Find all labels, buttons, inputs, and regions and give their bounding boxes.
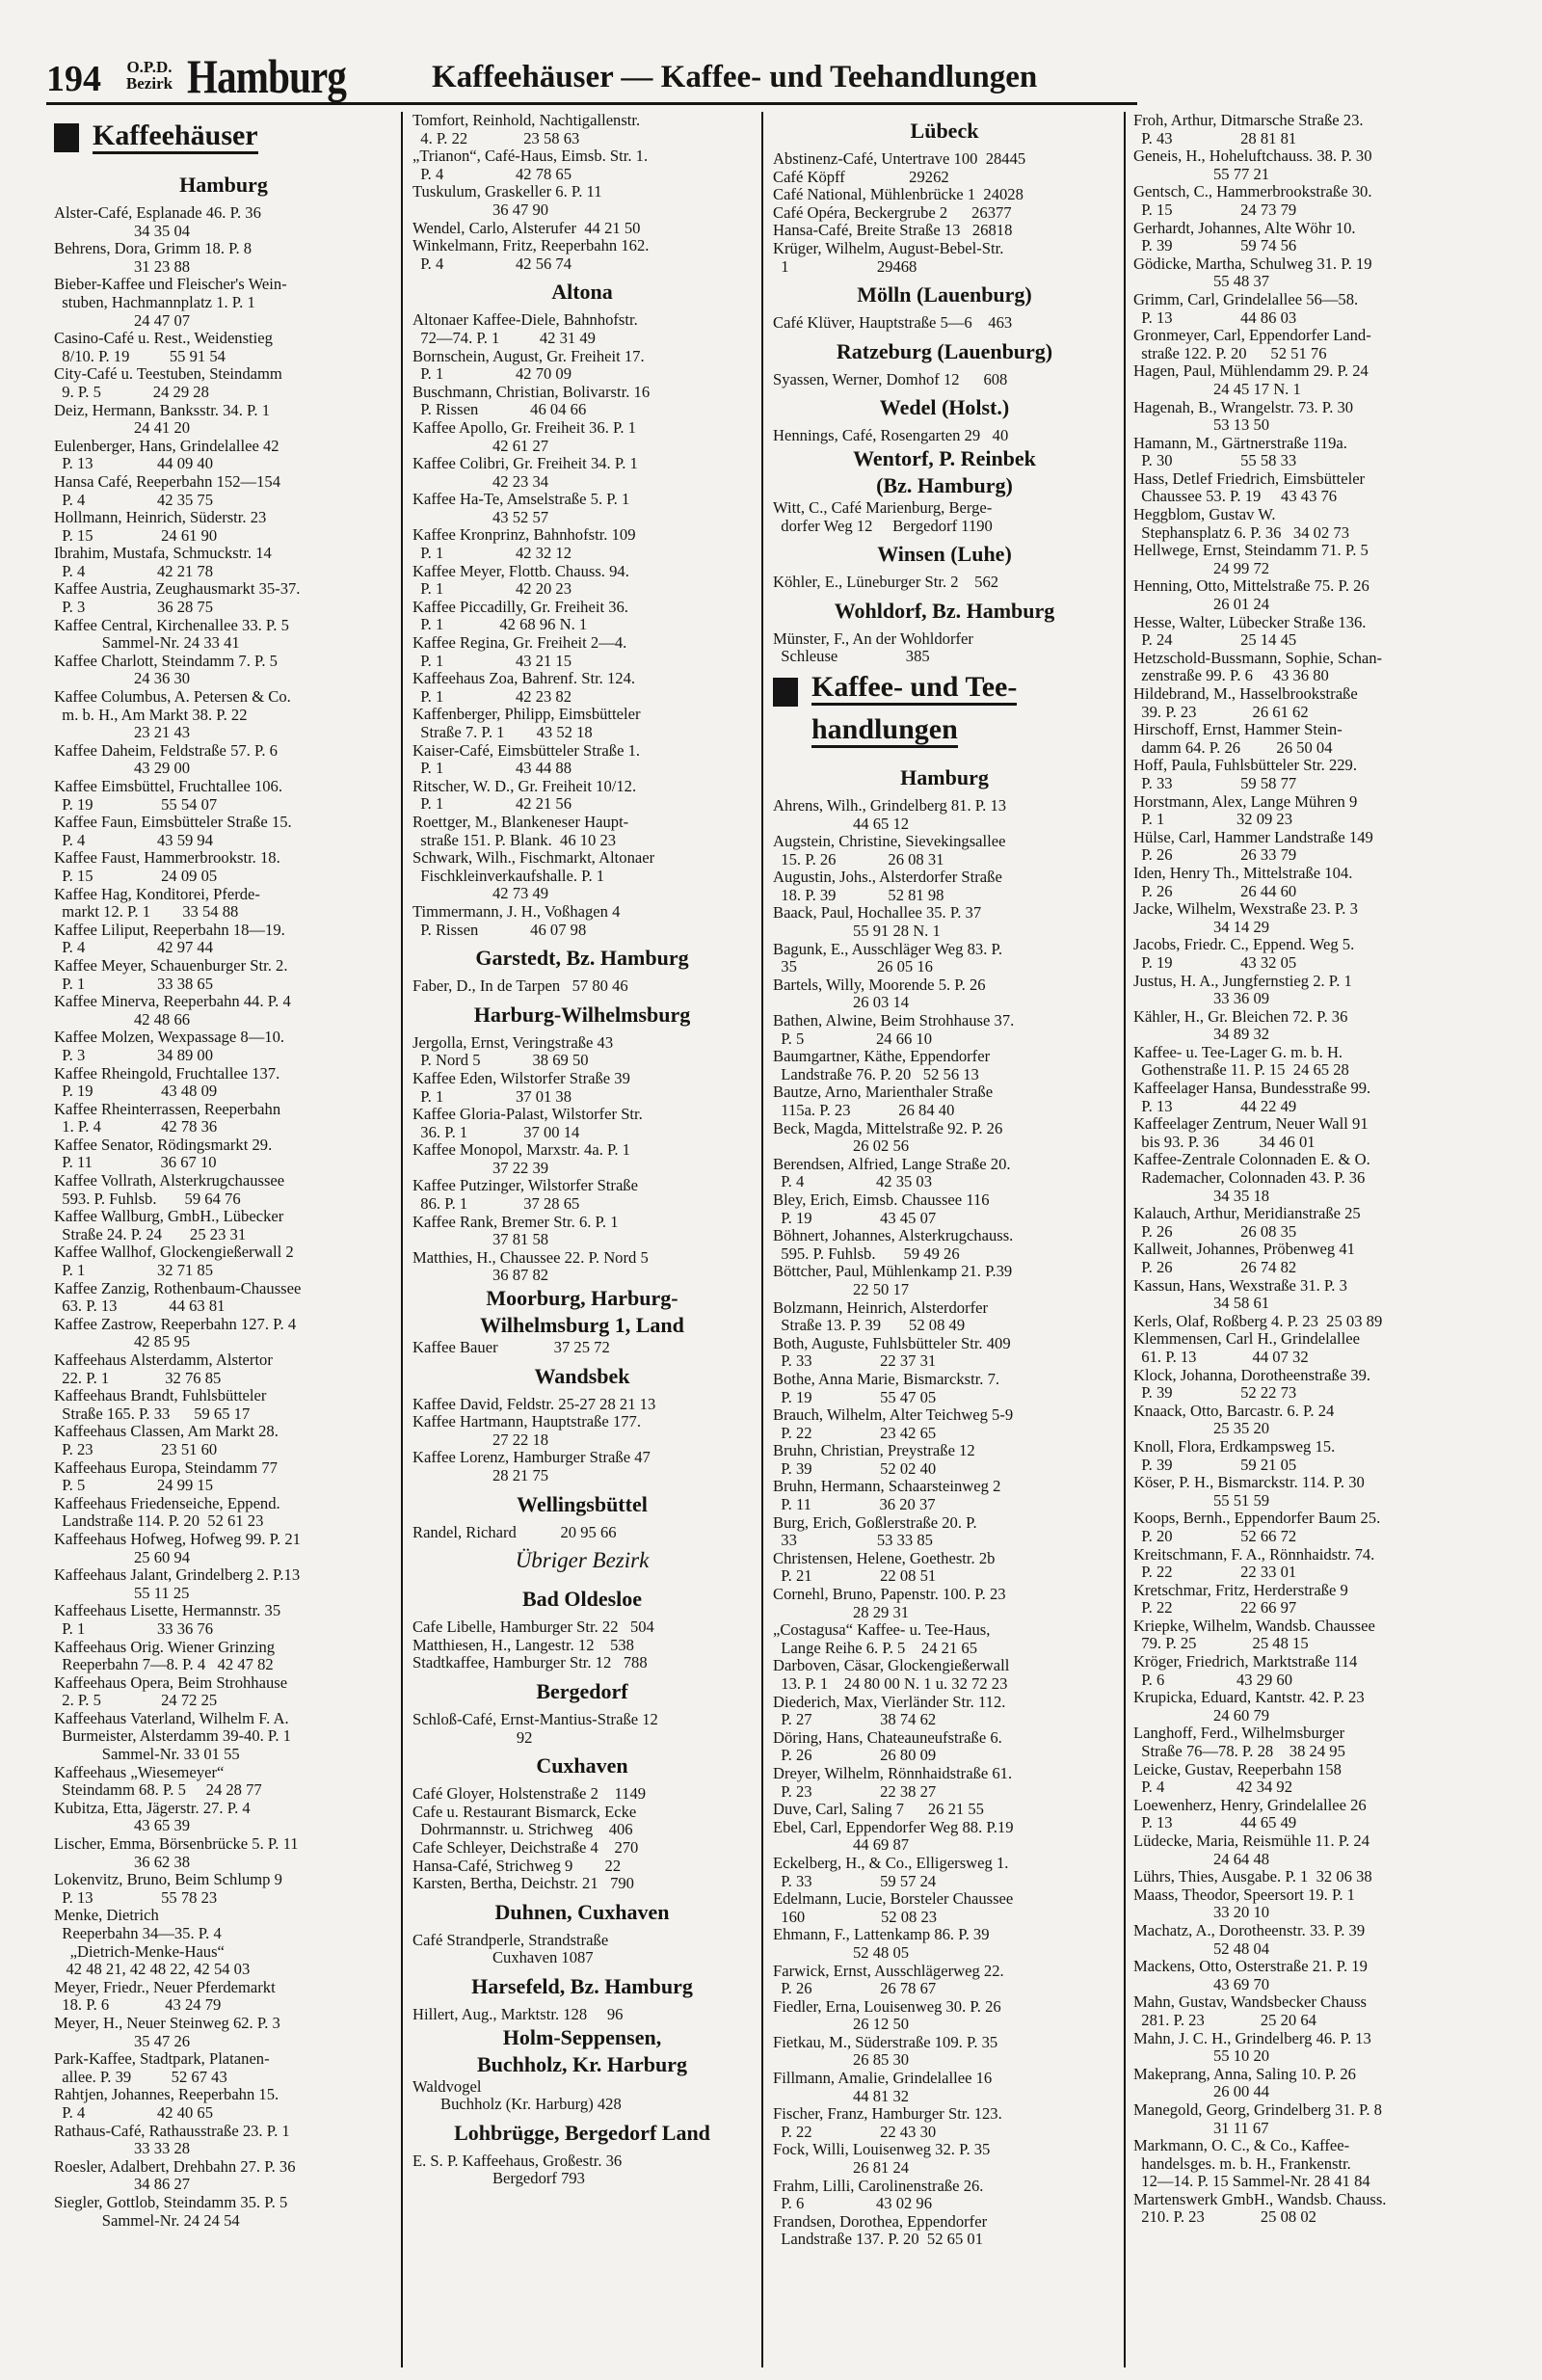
listing-entry: Heggblom, Gustav W. Stephansplatz 6. P. 36 34 02 73 <box>1133 505 1350 542</box>
listing-entry: Kaffenberger, Philipp, Eimsbütteler Straße 7. P. 1 43 52 18 <box>412 705 641 741</box>
place-heading: Wentorf, P. Reinbek (Bz. Hamburg) <box>853 445 1036 497</box>
listing-entry: Bolzmann, Heinrich, Alsterdorfer Straße 13. P. 39 52 08 49 <box>773 1297 989 1335</box>
listing-entry: Ebel, Carl, Eppendorfer Weg 88. P.19 44 69 87 <box>773 1817 1014 1855</box>
place-heading: Wandsbek <box>534 1363 630 1388</box>
place-heading: Harsefeld, Bz. Hamburg <box>471 1973 693 1998</box>
listing-entry: Darboven, Cäsar, Glockengießerwall 13. P. 1 24 80 00 N. 1 u. 32 72 23 <box>773 1656 1010 1693</box>
listing-entry: Maass, Theodor, Speersort 19. P. 1 33 20 10 <box>1133 1885 1355 1922</box>
listing-entry: Kröger, Friedrich, Marktstraße 114 P. 6 43 29 60 <box>1133 1652 1358 1689</box>
listing-entry: Frandsen, Dorothea, Eppendorfer Landstraße 137. P. 20 52 65 01 <box>773 2211 988 2249</box>
listing-entry: Gödicke, Martha, Schulweg 31. P. 19 55 48 37 <box>1133 254 1372 291</box>
listing-entry: Gentsch, C., Hammerbrookstraße 30. P. 15 24 73 79 <box>1133 182 1372 219</box>
place-heading: Wedel (Holst.) <box>879 395 1010 420</box>
listing-entry: Krupicka, Eduard, Kantstr. 42. P. 23 24 60 79 <box>1133 1688 1365 1725</box>
listing-entry: Kassun, Hans, Wexstraße 31. P. 3 34 58 61 <box>1133 1275 1347 1313</box>
listing-entry: Kaffee Ha-Te, Amselstraße 5. P. 1 43 52 57 <box>412 490 630 526</box>
listing-entry: Faber, D., In de Tarpen 57 80 46 <box>412 976 628 996</box>
listing-entry: Hagenah, B., Wrangelstr. 73. P. 30 53 13 50 <box>1133 397 1354 435</box>
listing-entry: Hirschoff, Ernst, Hammer Stein- damm 64. P. 26 26 50 04 <box>1133 720 1343 757</box>
listing-entry: Böttcher, Paul, Mühlenkamp 21. P.39 22 50 17 <box>773 1262 1013 1298</box>
listing-entry: Kaffeehaus Orig. Wiener Grinzing Reeperbahn 7—8. P. 4 42 47 82 <box>54 1637 276 1674</box>
listing-entry: Syassen, Werner, Domhof 12 608 <box>773 369 1008 388</box>
listing-entry: Eulenberger, Hans, Grindelallee 42 P. 13 44 09 40 <box>54 436 279 473</box>
listing-entry: Klock, Johanna, Dorotheenstraße 39. P. 39 52 22 73 <box>1133 1365 1371 1403</box>
listing-entry: Justus, H. A., Jungfernstieg 2. P. 1 33 36 09 <box>1133 971 1352 1008</box>
listing-entry: Alster-Café, Esplanade 46. P. 36 34 35 04 <box>54 203 261 240</box>
listing-entry: Hellwege, Ernst, Steindamm 71. P. 5 24 99 72 <box>1133 541 1369 577</box>
listing-entry: Brauch, Wilhelm, Alter Teichweg 5-9 P. 22 23 42 65 <box>773 1405 1014 1442</box>
listing-entry: Kretschmar, Fritz, Herderstraße 9 P. 22 22 66 97 <box>1133 1580 1348 1618</box>
listing-entry: Bornschein, August, Gr. Freiheit 17. P. 1 42 70 09 <box>412 346 645 384</box>
listing-entry: Rahtjen, Johannes, Reeperbahn 15. P. 4 42 40 65 <box>54 2085 279 2122</box>
listing-entry: Tuskulum, Graskeller 6. P. 11 36 47 90 <box>412 182 602 219</box>
section-heading-text: Kaffee- und Tee- handlungen <box>811 671 1017 748</box>
listing-entry: Schwark, Wilh., Fischmarkt, Altonaer Fischkleinverkaufshalle. P. 1 42 73 49 <box>412 848 655 903</box>
place-heading: Bad Oldesloe <box>521 1587 643 1612</box>
listing-entry: Kreitschmann, F. A., Rönnhaidstr. 74. P. 22 22 33 01 <box>1133 1544 1375 1582</box>
listing-entry: Karsten, Bertha, Deichstr. 21 790 <box>412 1874 634 1893</box>
listing-entry: Berendsen, Alfried, Lange Straße 20. P. 4 42 35 03 <box>773 1154 1011 1191</box>
listing-entry: Wendel, Carlo, Alsterufer 44 21 50 <box>412 218 641 237</box>
listing-entry: Diederich, Max, Vierländer Str. 112. P. 27 38 74 62 <box>773 1692 1006 1729</box>
listing-entry: Ahrens, Wilh., Grindelberg 81. P. 13 44 65 12 <box>773 795 1007 833</box>
listing-entry: Lischer, Emma, Börsenbrücke 5. P. 11 36 62 38 <box>54 1834 299 1871</box>
listing-entry: Hesse, Walter, Lübecker Straße 136. P. 24 25 14 45 <box>1133 612 1367 650</box>
listing-entry: Kaffee Minerva, Reeperbahn 44. P. 4 42 48 66 <box>54 992 291 1029</box>
listing-entry: Martenswerk GmbH., Wandsb. Chauss. 210. P. 23 25 08 02 <box>1133 2189 1387 2227</box>
listing-entry: Kaffee Gloria-Palast, Wilstorfer Str. 36. P. 1 37 00 14 <box>412 1105 643 1141</box>
listing-entry: Kaffee Austria, Zeughausmarkt 35-37. P. 3 36 28 75 <box>54 579 301 617</box>
column-2 <box>412 112 752 2188</box>
listing-entry: Kaffee Kronprinz, Bahnhofstr. 109 P. 1 42 32 12 <box>412 525 636 563</box>
place-heading: Duhnen, Cuxhaven <box>494 1899 670 1924</box>
listing-entry: Kaffee Meyer, Schauenburger Str. 2. P. 1 33 38 65 <box>54 955 288 993</box>
listing-entry: Farwick, Ernst, Ausschlägerweg 22. P. 26 26 78 67 <box>773 1961 1004 1998</box>
listing-entry: Kaffee Faust, Hammerbrookstr. 18. P. 15 24 09 05 <box>54 848 280 885</box>
listing-entry: Kaffee Daheim, Feldstraße 57. P. 6 43 29 00 <box>54 740 278 778</box>
listing-entry: Cornehl, Bruno, Papenstr. 100. P. 23 28 29 31 <box>773 1585 1006 1621</box>
listing-entry: „Costagusa“ Kaffee- u. Tee-Haus, Lange Reihe 6. P. 5 24 21 65 <box>773 1620 991 1657</box>
listing-entry: Baack, Paul, Hochallee 35. P. 37 55 91 28 N. 1 <box>773 903 982 941</box>
listing-entry: Roettger, M., Blankeneser Haupt- straße 151. P. Blank. 46 10 23 <box>412 812 629 849</box>
section-heading <box>773 666 1116 759</box>
listing-entry: Kaffee- u. Tee-Lager G. m. b. H. Gothenstraße 11. P. 15 24 65 28 <box>1133 1042 1349 1080</box>
listing-entry: Kaffee Regina, Gr. Freiheit 2—4. P. 1 43 21 15 <box>412 633 627 670</box>
opd-district-label: O.P.D. Bezirk <box>125 58 173 93</box>
listing-entry: Casino-Café u. Rest., Weidenstieg 8/10. P. 19 55 91 54 <box>54 329 273 365</box>
listing-entry: Kaffeehaus Alsterdamm, Alstertor 22. P. 1 32 76 85 <box>54 1350 273 1387</box>
listing-entry: Kaffee Faun, Eimsbütteler Straße 15. P. 4 43 59 94 <box>54 813 292 849</box>
column-1 <box>54 112 393 2230</box>
listing-entry: City-Café u. Teestuben, Steindamm 9. P. 5 24 29 28 <box>54 364 282 401</box>
listing-entry: Kaffee Piccadilly, Gr. Freiheit 36. P. 1 42 68 96 N. 1 <box>412 597 628 634</box>
listing-entry: Kaffeehaus Brandt, Fuhlsbütteler Straße 165. P. 33 59 65 17 <box>54 1386 267 1423</box>
listing-entry: Frahm, Lilli, Carolinenstraße 26. P. 6 43 02 96 <box>773 2176 984 2213</box>
listing-entry: Kaffee Zastrow, Reeperbahn 127. P. 4 42 85 95 <box>54 1314 297 1351</box>
listing-entry: E. S. P. Kaffeehaus, Großestr. 36 Bergedorf 793 <box>412 2151 623 2188</box>
listing-entry: Behrens, Dora, Grimm 18. P. 8 31 23 88 <box>54 239 253 276</box>
listing-entry: Iden, Henry Th., Mittelstraße 104. P. 26 26 44 60 <box>1133 863 1353 900</box>
place-heading: Altona <box>551 280 613 305</box>
listing-entry: Kaffeehaus „Wiesemeyer“ Steindamm 68. P. 5 24 28 77 <box>54 1762 262 1800</box>
listing-entry: Jergolla, Ernst, Veringstraße 43 P. Nord 5 38 69 50 <box>412 1032 614 1070</box>
listing-entry: Augustin, Johs., Alsterdorfer Straße 18. P. 39 52 81 98 <box>773 868 1002 904</box>
listing-entry: Kriepke, Wilhelm, Wandsb. Chaussee 79. P. 25 25 48 15 <box>1133 1616 1375 1653</box>
listing-entry: Tomfort, Reinhold, Nachtigallenstr. 4. P. 22 23 58 63 <box>412 111 641 147</box>
listing-entry: Kaffee Putzinger, Wilstorfer Straße 86. P. 1 37 28 65 <box>412 1176 638 1214</box>
listing-entry: Kaffeehaus Europa, Steindamm 77 P. 5 24 99 15 <box>54 1457 278 1495</box>
listing-entry: Timmermann, J. H., Voßhagen 4 P. Rissen 46 07 98 <box>412 901 621 939</box>
listing-entry: Kaffee Senator, Rödingsmarkt 29. P. 11 36 67 10 <box>54 1135 273 1172</box>
listing-entry: Hagen, Paul, Mühlendamm 29. P. 24 24 45 17 N. 1 <box>1133 361 1369 398</box>
place-heading: Bergedorf <box>536 1678 628 1703</box>
listing-entry: Gerhardt, Johannes, Alte Wöhr 10. P. 39 59 74 56 <box>1133 218 1356 255</box>
listing-entry: Kaffee Rheinterrassen, Reeperbahn 1. P. 4 42 78 36 <box>54 1099 281 1137</box>
listing-entry: Gronmeyer, Carl, Eppendorfer Land- straße 122. P. 20 52 51 76 <box>1133 326 1371 362</box>
place-heading: Lübeck <box>910 119 979 143</box>
listing-entry: Kerls, Olaf, Roßberg 4. P. 23 25 03 89 <box>1133 1311 1383 1330</box>
listing-entry: Bartels, Willy, Moorende 5. P. 26 26 03 14 <box>773 975 986 1012</box>
listing-entry: Hollmann, Heinrich, Süderstr. 23 P. 15 24 61 90 <box>54 508 267 545</box>
place-heading: Harburg-Wilhelmsburg <box>473 1002 691 1027</box>
listing-entry: Münster, F., An der Wohldorfer Schleuse 385 <box>773 628 973 666</box>
listing-entry: Knoll, Flora, Erdkampsweg 15. P. 39 59 21 05 <box>1133 1436 1336 1474</box>
listing-entry: Hoff, Paula, Fuhlsbütteler Str. 229. P. 33 59 58 77 <box>1133 756 1357 792</box>
listing-entry: Kallweit, Johannes, Pröbenweg 41 P. 26 26 74 82 <box>1133 1240 1355 1276</box>
listing-entry: Altonaer Kaffee-Diele, Bahnhofstr. 72—74. P. 1 42 31 49 <box>412 310 638 347</box>
listing-entry: Kaffee Central, Kirchenallee 33. P. 5 Sammel-Nr. 24 33 41 <box>54 615 289 653</box>
listing-entry: Winkelmann, Fritz, Reeperbahn 162. P. 4 42 56 74 <box>412 236 650 273</box>
column-divider <box>1124 112 1126 2367</box>
listing-entry: Bley, Erich, Eimsb. Chaussee 116 P. 19 43 45 07 <box>773 1190 990 1227</box>
city-name: Hamburg <box>187 49 347 103</box>
listing-entry: Geneis, H., Hoheluftchauss. 38. P. 30 55 77 21 <box>1133 147 1372 183</box>
listing-entry: Café Opéra, Beckergrube 2 26377 <box>773 202 1012 222</box>
listing-entry: Menke, Dietrich Reeperbahn 34—35. P. 4 „Dietrich-Menke-Haus“ 42 48 21, 42 48 22, 42 54 03 <box>54 1906 251 1979</box>
listing-entry: Kaffee Wallhof, Glockengießerwall 2 P. 1 32 71 85 <box>54 1243 294 1280</box>
listing-entry: Kaffee Columbus, A. Petersen & Co. m. b. H., Am Markt 38. P. 22 23 21 43 <box>54 687 291 742</box>
listing-entry: Kaffee Wallburg, GmbH., Lübecker Straße 24. P. 24 25 23 31 <box>54 1207 284 1243</box>
listing-entry: Cafe Libelle, Hamburger Str. 22 504 <box>412 1618 654 1637</box>
listing-entry: Kaffeelager Hansa, Bundesstraße 99. P. 13 44 22 49 <box>1133 1079 1371 1115</box>
listing-entry: Burg, Erich, Goßlerstraße 20. P. 33 53 33 85 <box>773 1512 977 1550</box>
listing-entry: Café Köpff 29262 <box>773 167 949 186</box>
listing-entry: Hass, Detlef Friedrich, Eimsbütteler Chaussee 53. P. 19 43 43 76 <box>1133 468 1366 506</box>
listing-entry: Cafe Schleyer, Deichstraße 4 270 <box>412 1837 639 1857</box>
listing-entry: Bruhn, Hermann, Schaarsteinweg 2 P. 11 36 20 37 <box>773 1477 1001 1514</box>
listing-entry: Mackens, Otto, Osterstraße 21. P. 19 43 69 70 <box>1133 1957 1368 1993</box>
listing-entry: Makeprang, Anna, Saling 10. P. 26 26 00 44 <box>1133 2064 1356 2101</box>
listing-entry: Kaffee Apollo, Gr. Freiheit 36. P. 1 42 61 27 <box>412 417 636 455</box>
listing-entry: Lüdecke, Maria, Reismühle 11. P. 24 24 64 48 <box>1133 1832 1370 1868</box>
place-heading: Lohbrügge, Bergedorf Land <box>454 2120 710 2145</box>
listing-entry: Beck, Magda, Mittelstraße 92. P. 26 26 02 56 <box>773 1118 1003 1156</box>
listing-entry: Fiedler, Erna, Louisenweg 30. P. 26 26 12 50 <box>773 1996 1001 2034</box>
listing-entry: Grimm, Carl, Grindelallee 56—58. P. 13 44 86 03 <box>1133 289 1359 327</box>
listing-entry: Lührs, Thies, Ausgabe. P. 1 32 06 38 <box>1133 1867 1372 1886</box>
listing-entry: Henning, Otto, Mittelstraße 75. P. 26 26 01 24 <box>1133 576 1369 614</box>
listing-entry: Langhoff, Ferd., Wilhelmsburger Straße 76—78. P. 28 38 24 95 <box>1133 1724 1345 1761</box>
place-heading: Holm-Seppensen, Buchholz, Kr. Harburg <box>477 2024 687 2076</box>
listing-entry: Kaffeehaus Hofweg, Hofweg 99. P. 21 25 60 94 <box>54 1529 301 1566</box>
listing-entry: Kähler, H., Gr. Bleichen 72. P. 36 34 89 32 <box>1133 1006 1348 1044</box>
listing-entry: Kaffee Meyer, Flottb. Chauss. 94. P. 1 42 20 23 <box>412 561 629 599</box>
listing-entry: Ibrahim, Mustafa, Schmuckstr. 14 P. 4 42 21 78 <box>54 544 272 580</box>
listing-entry: Meyer, Friedr., Neuer Pferdemarkt 18. P. 6 43 24 79 <box>54 1977 276 2015</box>
region-heading: Übriger Bezirk <box>515 1548 650 1573</box>
listing-entry: Kaffeehaus Classen, Am Markt 28. P. 23 23 51 60 <box>54 1422 279 1458</box>
place-heading: Cuxhaven <box>536 1753 628 1778</box>
listing-entry: Bautze, Arno, Marienthaler Straße 115a. P. 23 26 84 40 <box>773 1083 994 1119</box>
listing-entry: Hülse, Carl, Hammer Landstraße 149 P. 26 26 33 79 <box>1133 827 1373 865</box>
listing-entry: Köser, P. H., Bismarckstr. 114. P. 30 55 51 59 <box>1133 1473 1365 1510</box>
listing-entry: Kaffeehaus Lisette, Hermannstr. 35 P. 1 33 36 76 <box>54 1601 281 1638</box>
listing-entry: Kaffee Molzen, Wexpassage 8—10. P. 3 34 89 00 <box>54 1028 285 1064</box>
listing-entry: Fietkau, M., Süderstraße 109. P. 35 26 85 30 <box>773 2032 998 2070</box>
listing-entry: Bieber-Kaffee und Fleischer's Wein- stuben, Hachmannplatz 1. P. 1 24 47 07 <box>54 275 287 330</box>
listing-entry: Leicke, Gustav, Reeperbahn 158 P. 4 42 34 92 <box>1133 1759 1342 1797</box>
listing-entry: Koops, Bernh., Eppendorfer Baum 25. P. 20 52 66 72 <box>1133 1509 1381 1545</box>
listing-entry: Buschmann, Christian, Bolivarstr. 16 P. Rissen 46 04 66 <box>412 382 651 419</box>
listing-entry: Kaffee Hartmann, Hauptstraße 177. 27 22 18 <box>412 1412 641 1449</box>
listing-entry: Café Gloyer, Holstenstraße 2 1149 <box>412 1784 647 1804</box>
listing-entry: Meyer, H., Neuer Steinweg 62. P. 3 35 47 26 <box>54 2013 280 2050</box>
listing-entry: Hetzschold-Bussmann, Sophie, Schan- zenstraße 99. P. 6 43 36 80 <box>1133 648 1383 685</box>
listing-entry: Fillmann, Amalie, Grindelallee 16 44 81 32 <box>773 2069 993 2105</box>
listing-entry: Café National, Mühlenbrücke 1 24028 <box>773 185 1024 204</box>
place-heading: Mölln (Lauenburg) <box>857 282 1032 308</box>
listing-entry: Kaffeehaus Vaterland, Wilhelm F. A. Burmeister, Alsterdamm 39-40. P. 1 Sammel-Nr. 33 01 55 <box>54 1708 291 1764</box>
listing-entry: Dreyer, Wilhelm, Rönnhaidstraße 61. P. 23 22 38 27 <box>773 1763 1013 1801</box>
place-heading: Hamburg <box>900 764 989 789</box>
listing-entry: Bruhn, Christian, Preystraße 12 P. 39 52 02 40 <box>773 1441 975 1478</box>
listing-entry: Duve, Carl, Saling 7 26 21 55 <box>773 1800 984 1819</box>
listing-entry: Böhnert, Johannes, Alsterkrugchauss. 595. P. Fuhlsb. 59 49 26 <box>773 1226 1014 1263</box>
listing-entry: Witt, C., Café Marienburg, Berge- dorfer Weg 12 Bergedorf 1190 <box>773 497 993 535</box>
column-3 <box>773 112 1116 2249</box>
listing-entry: „Trianon“, Café-Haus, Eimsb. Str. 1. P. 4 42 78 65 <box>412 147 649 183</box>
listing-entry: Hamann, M., Gärtnerstraße 119a. P. 30 55 58 33 <box>1133 433 1347 470</box>
place-heading: Ratzeburg (Lauenburg) <box>836 338 1053 363</box>
listing-entry: Krüger, Wilhelm, August-Bebel-Str. 1 29468 <box>773 238 1004 276</box>
listing-entry: Machatz, A., Dorotheenstr. 33. P. 39 52 48 04 <box>1133 1920 1366 1958</box>
listing-entry: Markmann, O. C., & Co., Kaffee- handelsges. m. b. H., Frankenstr. 12—14. P. 15 Sammel-Nr. 28 41 84 <box>1133 2136 1370 2191</box>
listing-entry: Kaffee-Zentrale Colonnaden E. & O. Rademacher, Colonnaden 43. P. 36 34 35 18 <box>1133 1150 1370 1205</box>
listing-entry: Eckelberg, H., & Co., Elligersweg 1. P. 33 59 57 24 <box>773 1853 1009 1890</box>
listing-entry: Ritscher, W. D., Gr. Freiheit 10/12. P. 1 42 21 56 <box>412 776 637 814</box>
listing-entry: Hillert, Aug., Marktstr. 128 96 <box>412 2004 624 2023</box>
listing-entry: Park-Kaffee, Stadtpark, Platanen- allee. P. 39 52 67 43 <box>54 2049 270 2086</box>
listing-entry: Mahn, Gustav, Wandsbecker Chauss 281. P. 23 25 20 64 <box>1133 1992 1367 2029</box>
page-title: Kaffeehäuser — Kaffee- und Teehandlungen <box>432 60 1038 94</box>
listing-entry: Abstinenz-Café, Untertrave 100 28445 <box>773 149 1026 168</box>
listing-entry: Hansa Café, Reeperbahn 152—154 P. 4 42 35 75 <box>54 471 281 509</box>
listing-entry: Kalauch, Arthur, Meridianstraße 25 P. 26 26 08 35 <box>1133 1204 1361 1241</box>
listing-entry: Kaffeehaus Jalant, Grindelberg 2. P.13 55 11 25 <box>54 1565 301 1602</box>
listing-entry: Café Strandperle, Strandstraße Cuxhaven 1087 <box>412 1930 609 1967</box>
listing-entry: Matthiesen, H., Langestr. 12 538 <box>412 1635 634 1654</box>
listing-entry: Kaffee Zanzig, Rothenbaum-Chaussee 63. P. 13 44 63 81 <box>54 1278 302 1316</box>
listing-entry: Kaffee Vollrath, Alsterkrugchaussee 593. P. Fuhlsb. 59 64 76 <box>54 1171 285 1208</box>
listing-entry: Horstmann, Alex, Lange Mühren 9 P. 1 32 09 23 <box>1133 791 1358 829</box>
section-heading <box>54 112 393 166</box>
listing-entry: Lokenvitz, Bruno, Beim Schlump 9 P. 13 55 78 23 <box>54 1870 282 1907</box>
listing-entry: Kubitza, Etta, Jägerstr. 27. P. 4 43 65 39 <box>54 1798 251 1835</box>
listing-entry: Cafe u. Restaurant Bismarck, Ecke Dohrmannstr. u. Strichweg 406 <box>412 1802 637 1839</box>
place-heading: Wohldorf, Bz. Hamburg <box>834 598 1055 623</box>
listing-entry: Kaffeehaus Friedenseiche, Eppend. Landstraße 114. P. 20 52 61 23 <box>54 1493 280 1531</box>
listing-entry: Ehmann, F., Lattenkamp 86. P. 39 52 48 05 <box>773 1925 990 1962</box>
listing-entry: Döring, Hans, Chateauneufstraße 6. P. 26 26 80 09 <box>773 1727 1002 1765</box>
listing-entry: Mahn, J. C. H., Grindelberg 46. P. 13 55 10 20 <box>1133 2028 1371 2066</box>
listing-entry: Kaffee Hag, Konditorei, Pferde- markt 12. P. 1 33 54 88 <box>54 884 260 922</box>
listing-entry: Jacobs, Friedr. C., Eppend. Weg 5. P. 19 43 32 05 <box>1133 935 1355 972</box>
listing-entry: Kaffeelager Zentrum, Neuer Wall 91 bis 93. P. 36 34 46 01 <box>1133 1114 1369 1151</box>
listing-entry: Deiz, Hermann, Banksstr. 34. P. 1 24 41 20 <box>54 400 270 438</box>
place-heading: Hamburg <box>179 173 268 197</box>
listing-entry: Kaffee Lorenz, Hamburger Straße 47 28 21 75 <box>412 1448 651 1484</box>
listing-entry: Christensen, Helene, Goethestr. 2b P. 21 22 08 51 <box>773 1548 996 1586</box>
listing-entry: Hennings, Café, Rosengarten 29 40 <box>773 426 1009 445</box>
place-heading: Moorburg, Harburg- Wilhelmsburg 1, Land <box>480 1286 684 1338</box>
listing-entry: Klemmensen, Carl H., Grindelallee 61. P. 13 44 07 32 <box>1133 1329 1361 1366</box>
listing-entry: Baumgartner, Käthe, Eppendorfer Landstraße 76. P. 20 52 56 13 <box>773 1047 991 1083</box>
listing-entry: Fock, Willi, Louisenweg 32. P. 35 26 81 24 <box>773 2140 991 2178</box>
listing-entry: Fischer, Franz, Hamburger Str. 123. P. 22 22 43 30 <box>773 2104 1002 2141</box>
column-divider <box>761 112 763 2367</box>
listing-entry: Roesler, Adalbert, Drehbahn 27. P. 36 34 86 27 <box>54 2156 296 2194</box>
listing-entry: Waldvogel Buchholz (Kr. Harburg) 428 <box>412 2076 622 2114</box>
listing-entry: Kaffeehaus Zoa, Bahrenf. Str. 124. P. 1 42 23 82 <box>412 669 636 706</box>
listing-entry: Siegler, Gottlob, Steindamm 35. P. 5 Sammel-Nr. 24 24 54 <box>54 2192 288 2230</box>
listing-entry: Kaffee Rank, Bremer Str. 6. P. 1 37 81 58 <box>412 1212 619 1249</box>
listing-entry: Both, Auguste, Fuhlsbütteler Str. 409 P. 33 22 37 31 <box>773 1333 1011 1371</box>
listing-entry: Bagunk, E., Ausschläger Weg 83. P. 35 26 05 16 <box>773 939 1003 976</box>
listing-entry: Kaffee Eden, Wilstorfer Straße 39 P. 1 37 01 38 <box>412 1068 630 1106</box>
listing-entry: Hildebrand, M., Hasselbrookstraße 39. P. 23 26 61 62 <box>1133 684 1358 721</box>
page-header <box>46 46 1137 105</box>
listing-entry: Edelmann, Lucie, Borsteler Chaussee 160 52 08 23 <box>773 1889 1014 1926</box>
listing-entry: Kaffee Liliput, Reeperbahn 18—19. P. 4 42 97 44 <box>54 920 285 957</box>
section-heading-text: Kaffeehäuser <box>93 120 258 154</box>
page-number: 194 <box>46 59 101 99</box>
listing-entry: Manegold, Georg, Grindelberg 31. P. 8 31 11 67 <box>1133 2099 1382 2137</box>
listing-entry: Bathen, Alwine, Beim Strohhause 37. P. 5 24 66 10 <box>773 1011 1015 1048</box>
place-heading: Wellingsbüttel <box>517 1491 648 1516</box>
listing-entry: Kaffee Rheingold, Fruchtallee 137. P. 19 43 48 09 <box>54 1063 280 1101</box>
listing-entry: Kaffee Monopol, Marxstr. 4a. P. 1 37 22 39 <box>412 1140 630 1177</box>
listing-entry: Matthies, H., Chaussee 22. P. Nord 5 36 87 82 <box>412 1247 649 1285</box>
column-4 <box>1133 112 1480 2227</box>
listing-entry: Froh, Arthur, Ditmarsche Straße 23. P. 43 28 81 81 <box>1133 111 1364 147</box>
listing-entry: Schloß-Café, Ernst-Mantius-Straße 12 92 <box>412 1709 658 1747</box>
listing-entry: Jacke, Wilhelm, Wexstraße 23. P. 3 34 14 29 <box>1133 899 1358 936</box>
listing-entry: Knaack, Otto, Barcastr. 6. P. 24 25 35 20 <box>1133 1401 1335 1438</box>
place-heading: Garstedt, Bz. Hamburg <box>475 946 689 971</box>
listing-entry: Köhler, E., Lüneburger Str. 2 562 <box>773 573 999 592</box>
listing-entry: Kaffeehaus Opera, Beim Strohhause 2. P. 5 24 72 25 <box>54 1672 288 1710</box>
listing-entry: Kaffee Bauer 37 25 72 <box>412 1338 610 1357</box>
listing-entry: Kaffee David, Feldstr. 25-27 28 21 13 <box>412 1394 656 1413</box>
listing-entry: Augstein, Christine, Sievekingsallee 15. P. 26 26 08 31 <box>773 832 1006 869</box>
listing-entry: Loewenherz, Henry, Grindelallee 26 P. 13 44 65 49 <box>1133 1795 1367 1832</box>
listing-entry: Kaiser-Café, Eimsbütteler Straße 1. P. 1 43 44 88 <box>412 740 641 778</box>
listing-entry: Kaffee Charlott, Steindamm 7. P. 5 24 36 30 <box>54 651 278 688</box>
listing-entry: Hansa-Café, Breite Straße 13 26818 <box>773 221 1013 240</box>
listing-entry: Café Klüver, Hauptstraße 5—6 463 <box>773 313 1013 333</box>
column-divider <box>401 112 403 2367</box>
place-heading: Winsen (Luhe) <box>877 542 1012 567</box>
listing-entry: Randel, Richard 20 95 66 <box>412 1522 617 1541</box>
listing-entry: Kaffee Colibri, Gr. Freiheit 34. P. 1 42 23 34 <box>412 454 638 491</box>
listing-entry: Hansa-Café, Strichweg 9 22 <box>412 1856 622 1875</box>
listing-entry: Rathaus-Café, Rathausstraße 23. P. 1 33 33 28 <box>54 2121 290 2158</box>
listing-entry: Stadtkaffee, Hamburger Str. 12 788 <box>412 1653 648 1672</box>
listing-entry: Bothe, Anna Marie, Bismarckstr. 7. P. 19 55 47 05 <box>773 1369 1000 1406</box>
listing-entry: Kaffee Eimsbüttel, Fruchtallee 106. P. 19 55 54 07 <box>54 777 283 814</box>
